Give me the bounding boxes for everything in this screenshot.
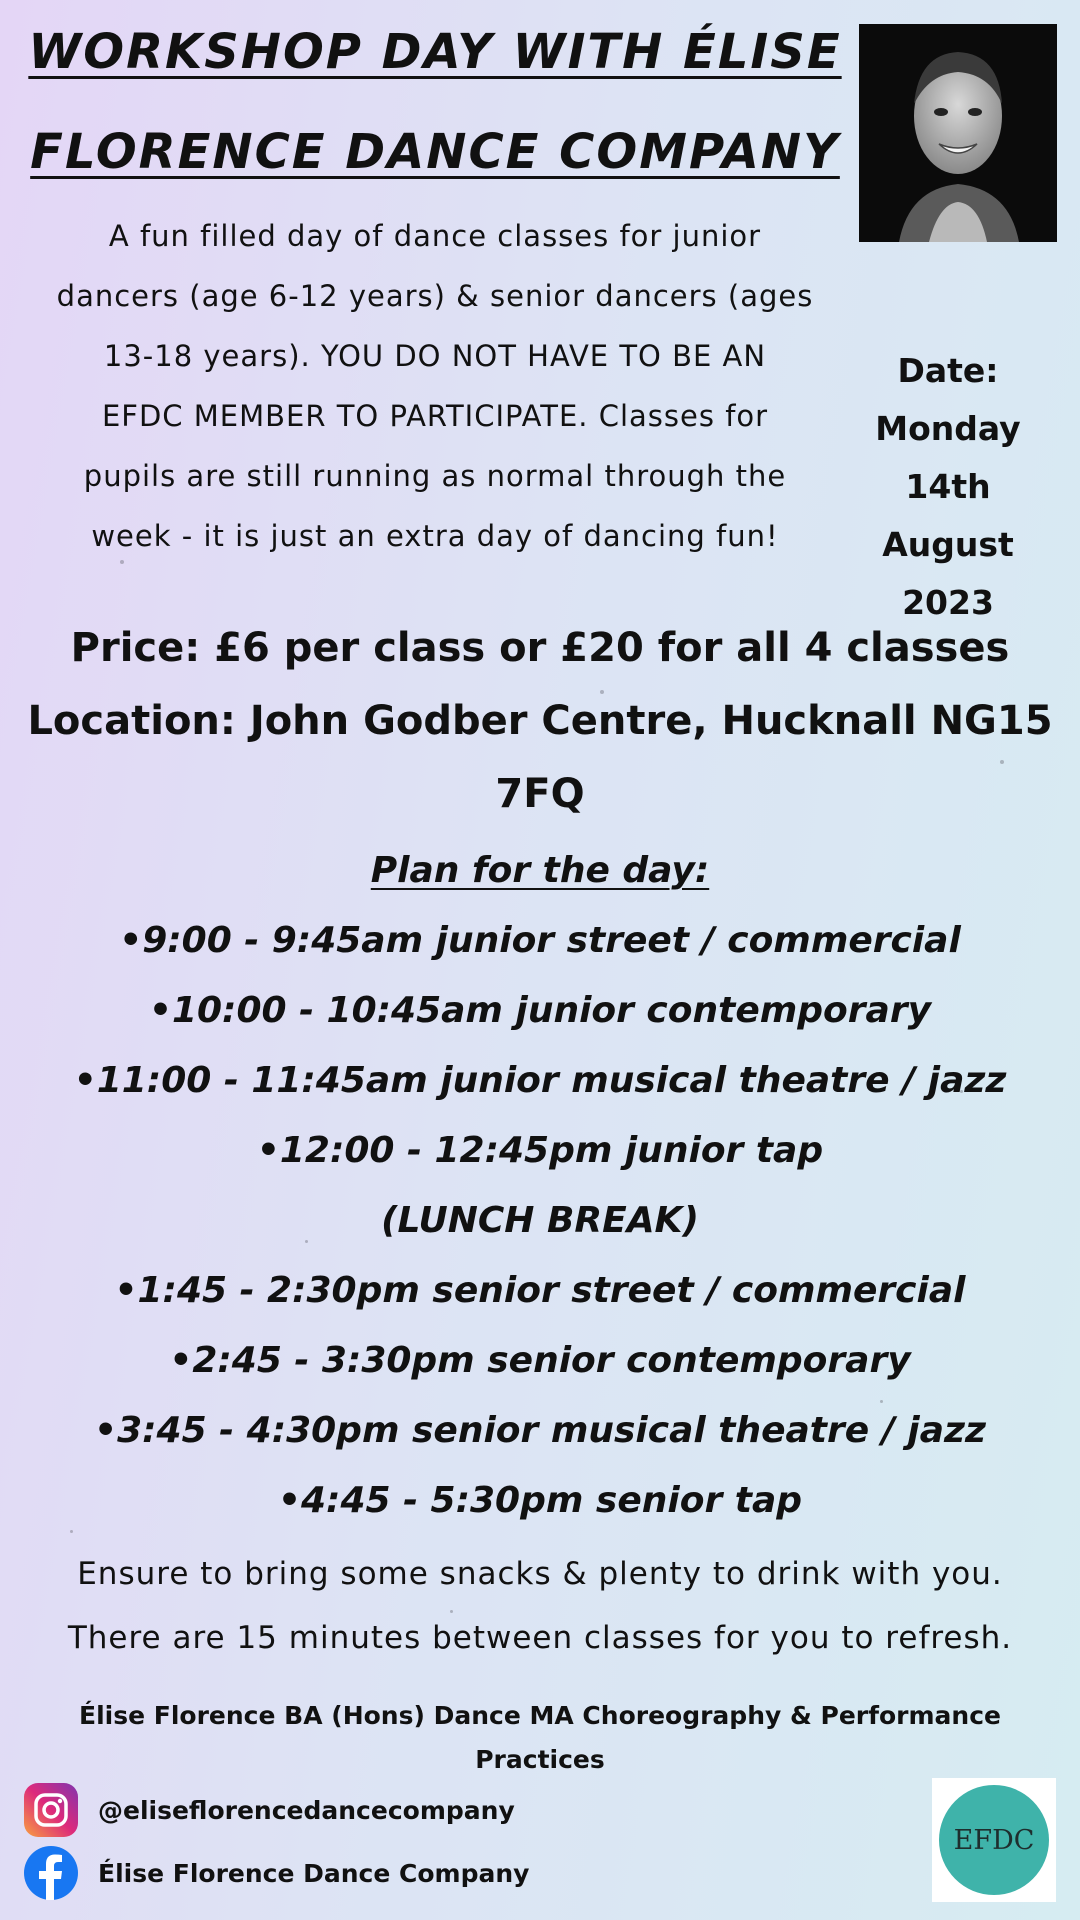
price-text: Price: £6 per class or £20 for all 4 classes: [70, 625, 1010, 671]
event-info: [20, 612, 1060, 831]
notes-line-2: There are 15 minutes between classes for you to refresh.: [67, 1620, 1013, 1656]
plan-item: •12:00 - 12:45pm junior tap: [256, 1130, 824, 1171]
intro-text: [20, 206, 850, 566]
instagram-link[interactable]: [24, 1783, 515, 1837]
date-day: Monday: [875, 409, 1021, 448]
credentials: Élise Florence BA (Hons) Dance MA Choreography & Performance Practices: [79, 1701, 1001, 1774]
facebook-icon: [24, 1846, 78, 1900]
profile-photo: [859, 24, 1057, 242]
intro-line: EFDC MEMBER TO PARTICIPATE. Classes for: [101, 399, 769, 433]
plan-item: •4:45 - 5:30pm senior tap: [277, 1480, 803, 1521]
logo-text: EFDC: [953, 1824, 1035, 1856]
intro-line: week - it is just an extra day of dancing fun!: [91, 519, 779, 553]
plan-item: •10:00 - 10:45am junior contemporary: [148, 990, 932, 1031]
location-line-1: Location: John Godber Centre, Hucknall NG15: [27, 698, 1053, 744]
intro-line: A fun filled day of dance classes for junior: [108, 219, 762, 253]
plan-heading: Plan for the day:: [370, 850, 710, 891]
facebook-page-name: Élise Florence Dance Company: [98, 1858, 530, 1888]
day-plan: [20, 836, 1060, 1536]
date-label: Date:: [897, 351, 999, 390]
logo-circle: [939, 1785, 1049, 1895]
page-title: [20, 2, 850, 202]
location-line-2: 7FQ: [495, 771, 585, 817]
plan-item: •9:00 - 9:45am junior street / commercial: [119, 920, 961, 961]
intro-line: 13-18 years). YOU DO NOT HAVE TO BE AN: [103, 339, 767, 373]
facebook-link[interactable]: [24, 1846, 529, 1900]
title-line-1: WORKSHOP DAY WITH ÉLISE: [28, 24, 842, 80]
event-date: [835, 342, 1061, 632]
instagram-handle: @eliseflorencedancecompany: [98, 1795, 515, 1825]
intro-line: dancers (age 6-12 years) & senior dancers (ages: [56, 279, 814, 313]
notes-line-1: Ensure to bring some snacks & plenty to drink with you.: [77, 1556, 1003, 1592]
plan-item: •1:45 - 2:30pm senior street / commercial: [114, 1270, 966, 1311]
plan-item: (LUNCH BREAK): [381, 1200, 699, 1241]
title-line-2: FLORENCE DANCE COMPANY: [30, 124, 840, 180]
plan-item: •11:00 - 11:45am junior musical theatre / jazz: [73, 1060, 1007, 1101]
date-date: 14th August: [882, 467, 1014, 564]
efdc-logo: [932, 1778, 1056, 1902]
notes: [20, 1542, 1060, 1670]
date-year: 2023: [902, 583, 994, 622]
plan-item: •2:45 - 3:30pm senior contemporary: [169, 1340, 911, 1381]
intro-line: pupils are still running as normal through the: [83, 459, 787, 493]
plan-item: •3:45 - 4:30pm senior musical theatre / jazz: [94, 1410, 986, 1451]
instagram-icon: [24, 1783, 78, 1837]
